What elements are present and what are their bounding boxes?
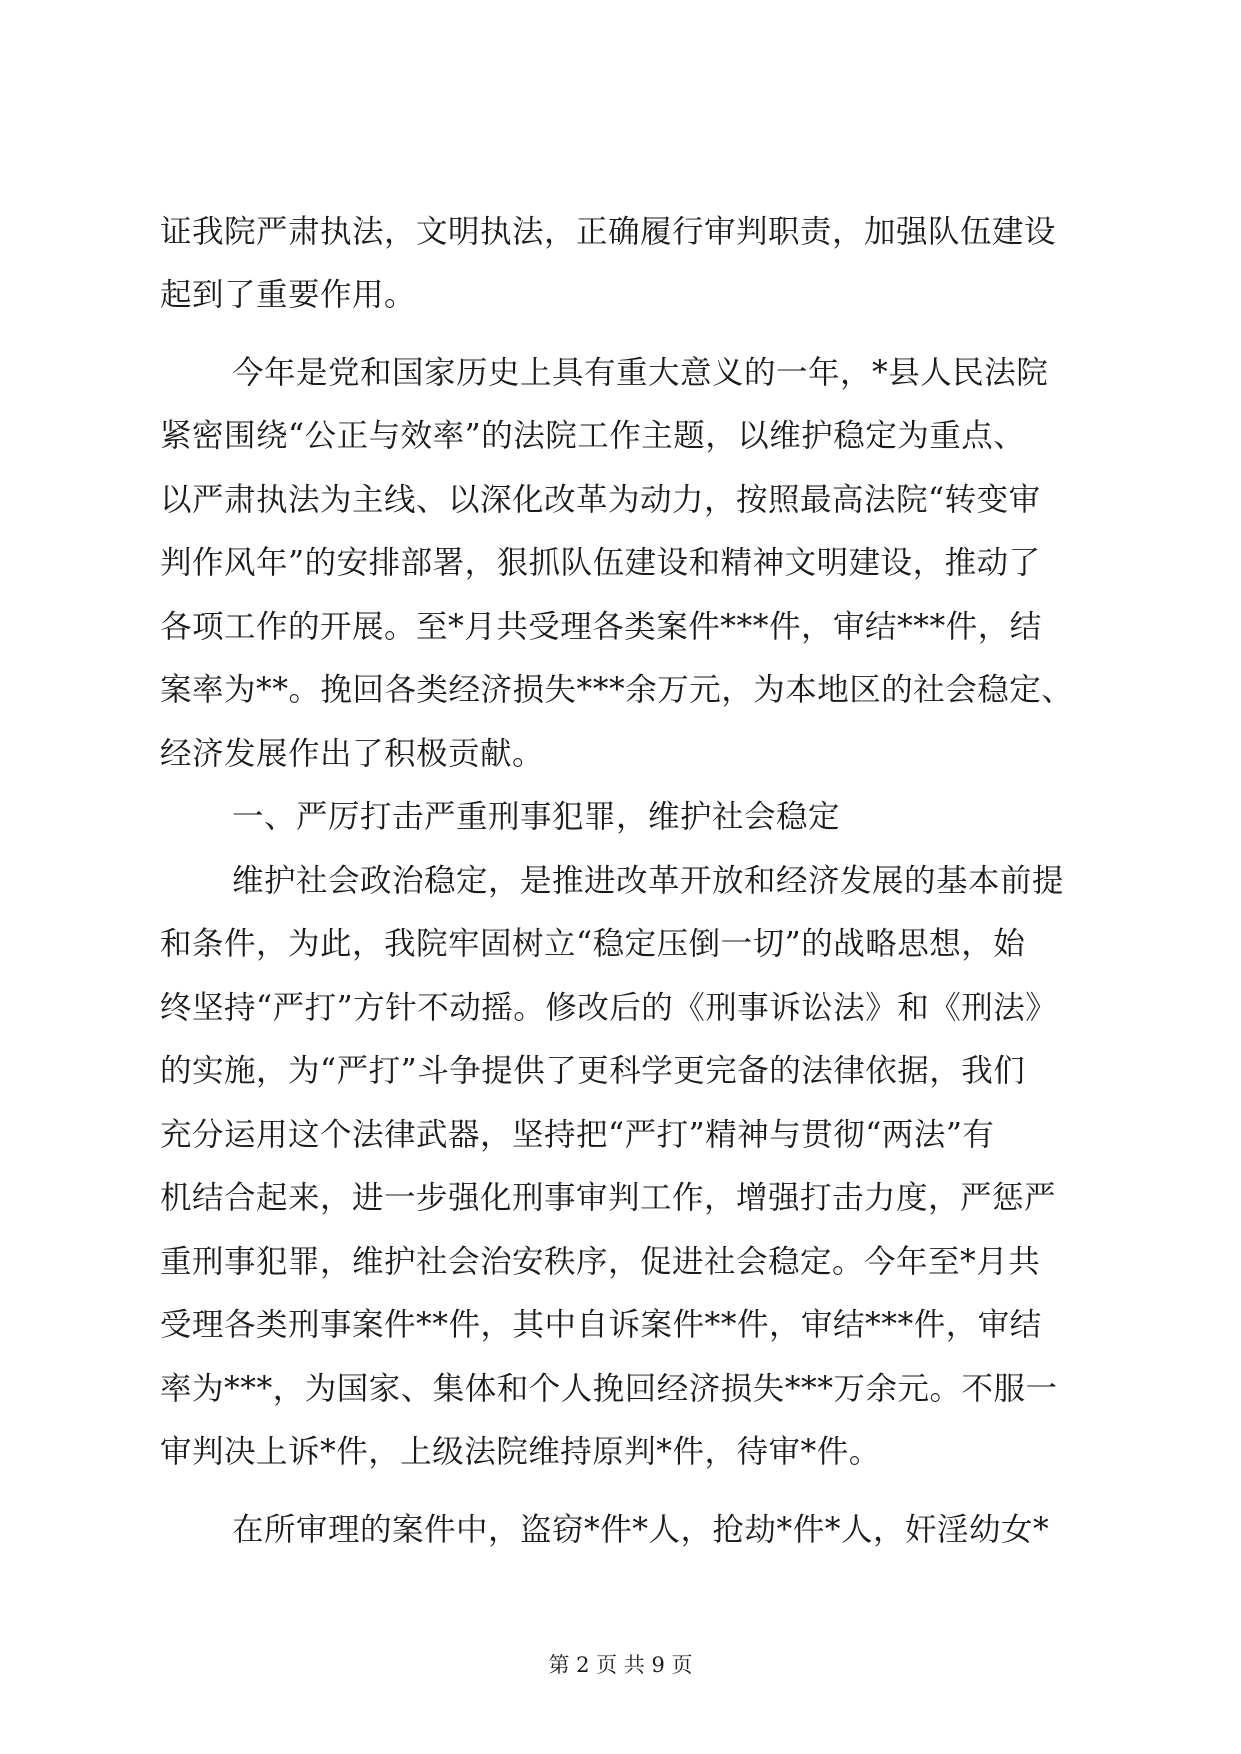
text-line: 各项工作的开展。至*月共受理各类案件***件，审结***件，结 [160, 609, 1042, 645]
text-line: 案率为**。挽回各类经济损失***余万元，为本地区的社会稳定、 [160, 672, 1074, 708]
text-line: 重刑事犯罪，维护社会治安秩序，促进社会稳定。今年至*月共 [160, 1244, 1041, 1280]
text-line: 以严肃执法为主线、以深化改革为动力，按照最高法院“转变审 [160, 482, 1041, 518]
text-line: 终坚持“严打”方针不动摇。修改后的《刑事诉讼法》和《刑法》 [160, 990, 1058, 1026]
text-line: 起到了重要作用。 [160, 277, 417, 313]
text-line: 判作风年”的安排部署，狠抓队伍建设和精神文明建设，推动了 [160, 545, 1041, 581]
paragraph-start-line: 维护社会政治稳定，是推进改革开放和经济发展的基本前提 [232, 863, 1065, 899]
text-line: 机结合起来，进一步强化刑事审判工作，增强打击力度，严惩严 [160, 1180, 1057, 1216]
text-line: 审判决上诉*件，上级法院维持原判*件，待审*件。 [160, 1434, 881, 1470]
text-line: 率为***，为国家、集体和个人挽回经济损失***万余元。不服一 [160, 1371, 1058, 1407]
text-line: 证我院严肃执法，文明执法，正确履行审判职责，加强队伍建设 [160, 214, 1057, 250]
paragraph-start-line: 在所审理的案件中，盗窃*件*人，抢劫*件*人，奸淫幼女* [232, 1512, 1050, 1548]
text-line: 的实施，为“严打”斗争提供了更科学更完备的法律依据，我们 [160, 1053, 1026, 1089]
text-line: 和条件，为此，我院牢固树立“稳定压倒一切”的战略思想，始 [160, 926, 1026, 962]
text-line: 经济发展作出了积极贡献。 [160, 736, 545, 772]
paragraph-start-line: 今年是党和国家历史上具有重大意义的一年，*县人民法院 [232, 355, 1049, 391]
text-line: 充分运用这个法律武器，坚持把“严打”精神与贯彻“两法”有 [160, 1117, 995, 1153]
text-line: 紧密围绕“公正与效率”的法院工作主题，以维护稳定为重点、 [160, 418, 1026, 454]
page-number-footer: 第 2 页 共 9 页 [548, 1653, 693, 1677]
section-heading: 一、严厉打击严重刑事犯罪，维护社会稳定 [232, 799, 841, 835]
text-line: 受理各类刑事案件**件，其中自诉案件**件，审结***件，审结 [160, 1307, 1042, 1343]
